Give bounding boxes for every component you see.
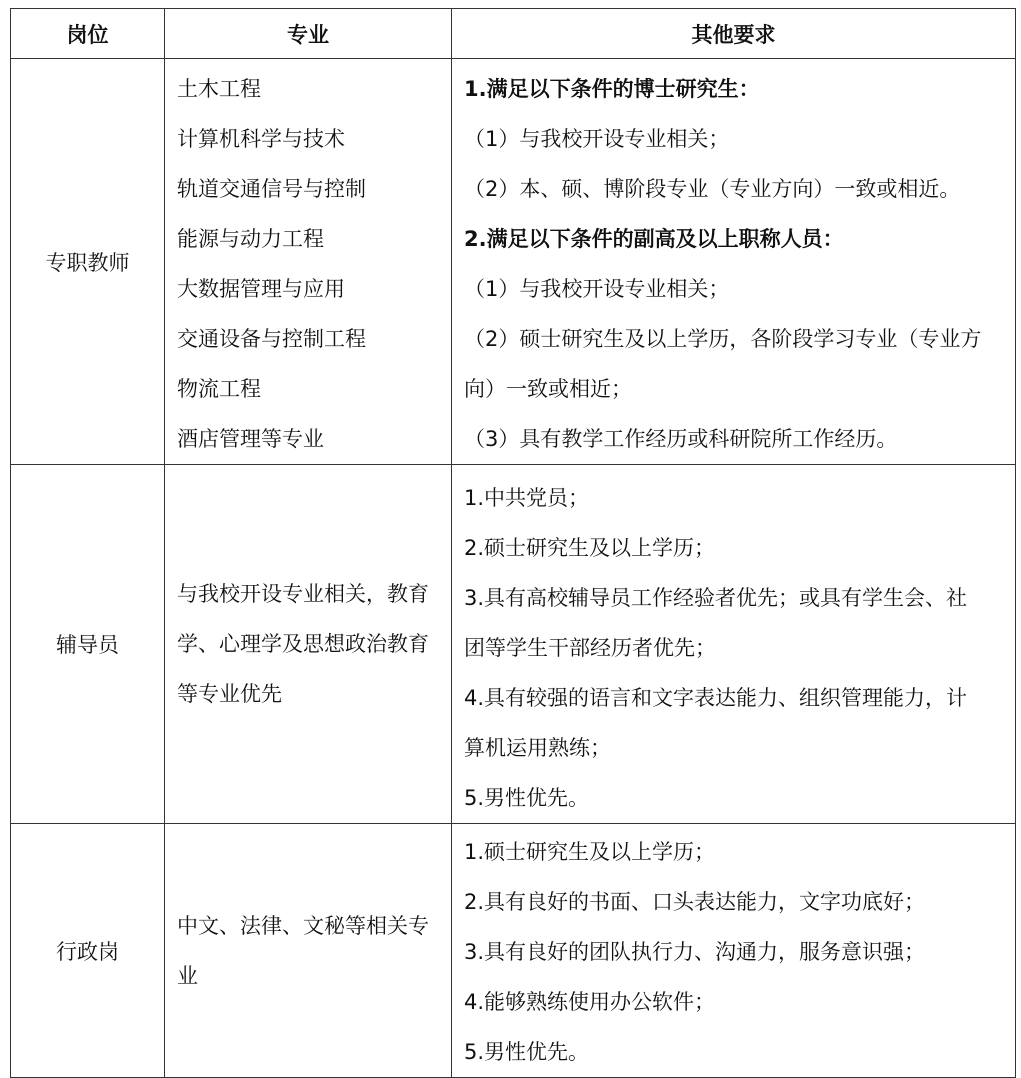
- requirement-line: （2）硕士研究生及以上学历，各阶段学习专业（专业方: [464, 327, 982, 351]
- major-line: 等专业优先: [177, 682, 282, 706]
- requirement-line: 2.硕士研究生及以上学历；: [464, 536, 716, 560]
- major-line: 轨道交通信号与控制: [177, 177, 366, 201]
- header-post: 岗位: [11, 9, 165, 59]
- major-line: 物流工程: [177, 377, 261, 401]
- requirement-line: 1.中共党员；: [464, 486, 590, 510]
- table-row: [11, 824, 1016, 1078]
- major-line: 计算机科学与技术: [177, 127, 345, 151]
- requirement-line: 5.男性优先。: [464, 786, 590, 810]
- requirement-line: 1.满足以下条件的博士研究生：: [464, 77, 760, 101]
- requirement-line: 4.能够熟练使用办公软件；: [464, 990, 716, 1014]
- major-line: 交通设备与控制工程: [177, 327, 366, 351]
- post-cell: 辅导员: [11, 465, 165, 824]
- table-row: [11, 59, 1016, 465]
- header-row: [11, 9, 1016, 59]
- header-requirements: 其他要求: [452, 9, 1016, 59]
- header-major: 专业: [165, 9, 452, 59]
- major-line: 酒店管理等专业: [177, 427, 324, 451]
- requirement-line: 3.具有良好的团队执行力、沟通力，服务意识强；: [464, 940, 926, 964]
- requirement-line: 1.硕士研究生及以上学历；: [464, 840, 716, 864]
- major-cell: [165, 824, 452, 1078]
- requirement-line: 2.满足以下条件的副高及以上职称人员：: [464, 227, 844, 251]
- post-cell: 专职教师: [11, 59, 165, 465]
- requirement-line: （3）具有教学工作经历或科研院所工作经历。: [464, 427, 898, 451]
- major-line: 中文、法律、文秘等相关专: [177, 913, 429, 938]
- table-row: [11, 465, 1016, 824]
- requirements-cell: [452, 59, 1016, 465]
- requirement-line: （2）本、硕、博阶段专业（专业方向）一致或相近。: [464, 177, 961, 201]
- major-line: 大数据管理与应用: [177, 277, 345, 301]
- requirement-line: 向）一致或相近；: [464, 377, 632, 401]
- major-line: 土木工程: [177, 77, 261, 101]
- requirement-line: 5.男性优先。: [464, 1040, 590, 1064]
- major-line: 能源与动力工程: [177, 227, 324, 251]
- major-cell: [165, 465, 452, 824]
- requirements-table: [10, 8, 1016, 1078]
- major-cell: [165, 59, 452, 465]
- major-line: 学、心理学及思想政治教育: [177, 632, 429, 656]
- requirement-line: 4.具有较强的语言和文字表达能力、组织管理能力，计: [464, 686, 968, 710]
- requirement-line: 算机运用熟练；: [464, 736, 611, 760]
- requirements-cell: [452, 465, 1016, 824]
- post-cell: 行政岗: [11, 824, 165, 1078]
- major-line: 与我校开设专业相关，教育: [177, 582, 429, 606]
- requirement-line: 3.具有高校辅导员工作经验者优先；或具有学生会、社: [464, 586, 968, 610]
- requirement-line: 2.具有良好的书面、口头表达能力，文字功底好；: [464, 890, 926, 914]
- requirement-line: 团等学生干部经历者优先；: [464, 636, 716, 660]
- requirements-cell: [452, 824, 1016, 1078]
- major-line: 业: [177, 963, 198, 988]
- requirement-line: （1）与我校开设专业相关；: [464, 127, 730, 151]
- requirement-line: （1）与我校开设专业相关；: [464, 277, 730, 301]
